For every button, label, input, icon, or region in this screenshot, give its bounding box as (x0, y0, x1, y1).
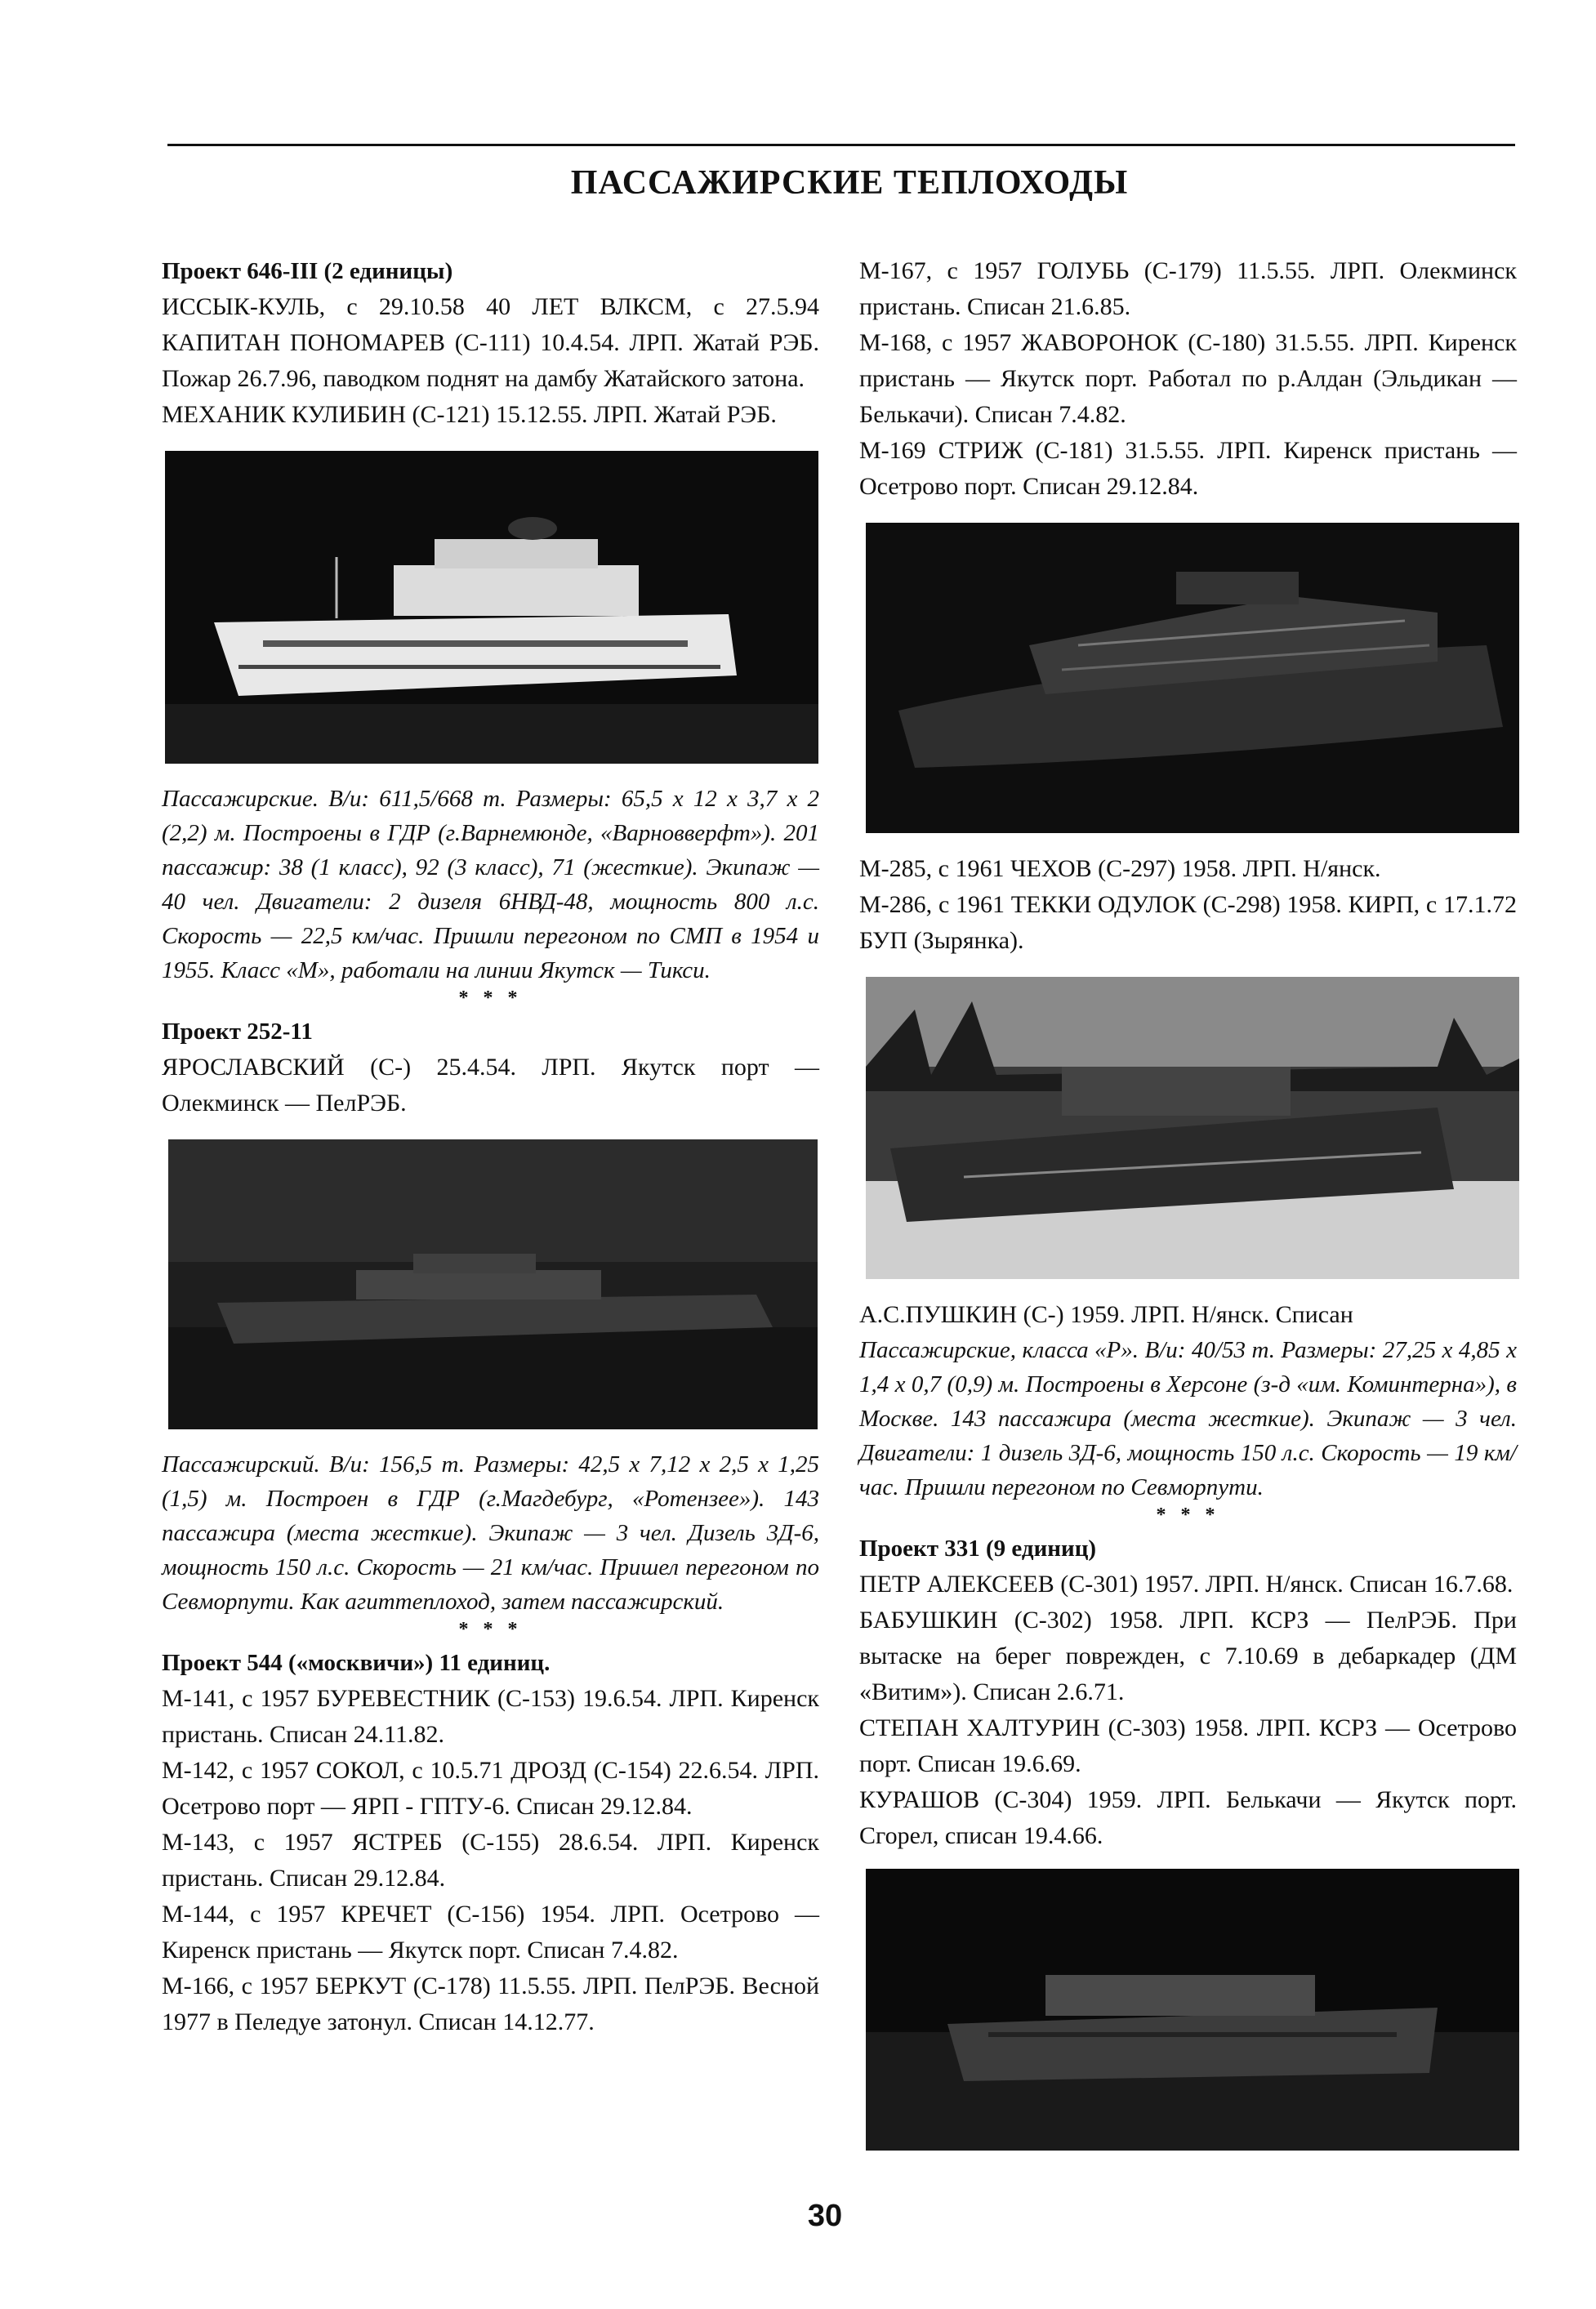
ship-entry: КУРАШОВ (С-304) 1959. ЛРП. Белькачи — Якутск порт. Сгорел, списан 19.4.66. (859, 1786, 1517, 1849)
left-column (162, 253, 819, 2040)
ship-entry: М-141, с 1957 БУРЕВЕСТНИК (С-153) 19.6.54. ЛРП. Киренск пристань. Списан 24.11.82. (162, 1685, 819, 1748)
ship-entry: БАБУШКИН (С-302) 1958. ЛРП. КСРЗ — ПелРЭБ. При вытаске на берег поврежден, с 7.10.69 в дебаркадер (ДМ «Витим»). Списан 2.6.71. (859, 1607, 1517, 1705)
ship-photo-image (168, 1139, 818, 1429)
ship-entry: ПЕТР АЛЕКСЕЕВ (С-301) 1957. ЛРП. Н/янск. Списан 16.7.68. (859, 1571, 1514, 1598)
ship-entry: М-142, с 1957 СОКОЛ, с 10.5.71 ДРОЗД (С-154) 22.6.54. ЛРП. Осетрово порт — ЯРП - ГПТУ-6. Списан 29.12.84. (162, 1757, 819, 1820)
project-331-heading: Проект 331 (9 единиц) (859, 1536, 1097, 1562)
photo-moskvich (866, 523, 1519, 833)
ship-entry: М-166, с 1957 БЕРКУТ (С-178) 11.5.55. ЛРП. ПелРЭБ. Весной 1977 в Пеледуе затонул. Списан 14.12.77. (162, 1972, 819, 2035)
page-number: 30 (807, 2199, 843, 2233)
photo-pushkin (866, 977, 1519, 1279)
section-separator: * * * (1156, 1504, 1220, 1526)
section-separator: * * * (458, 1619, 523, 1640)
top-rule (167, 144, 1515, 146)
ship-entry: ЯРОСЛАВСКИЙ (С-) 25.4.54. ЛРП. Якутск порт — Олекминск — ПелРЭБ. (162, 1054, 819, 1117)
ship-photo-image (165, 451, 818, 764)
photo-caption: Пассажирские. В/и: 611,5/668 т. Размеры: 65,5 х 12 х 3,7 х 2 (2,2) м. Построены в ГДР (г.Варнемюнде, «Варновверфт»). 201 пассажир: 38 (1 класс), 92 (3 класс), 71 (жесткие). Экипаж — 40 чел. Двигатели: 2 дизеля 6НВД-48, мощность 800 л.с. Скорость — 22,5 км/час. Пришли перегоном по СМП в 1954 и 1955. Класс «М», работали на линии Якутск — Тикси. (162, 786, 819, 983)
ship-entry: М-167, с 1957 ГОЛУБЬ (С-179) 11.5.55. ЛРП. Олекминск пристань. Списан 21.6.85. (859, 257, 1517, 320)
ship-entry: М-144, с 1957 КРЕЧЕТ (С-156) 1954. ЛРП. Осетрово — Киренск пристань — Якутск порт. Списан 7.4.82. (162, 1901, 819, 1964)
project-544-heading: Проект 544 («москвичи») 11 единиц. (162, 1650, 551, 1676)
ship-photo-image (866, 977, 1519, 1279)
right-column (859, 253, 1517, 2151)
ship-entry: СТЕПАН ХАЛТУРИН (С-303) 1958. ЛРП. КСРЗ — Осетрово порт. Списан 19.6.69. (859, 1714, 1517, 1777)
ship-entry: А.С.ПУШКИН (С-) 1959. ЛРП. Н/янск. Списан (859, 1301, 1353, 1328)
photo-caption: Пассажирские, класса «Р». В/и: 40/53 т. Размеры: 27,25 х 4,85 х 1,4 х 0,7 (0,9) м. Построены в Херсоне (з-д «им. Коминтерна»), в Москве. 143 пассажира (места жесткие). Экипаж — 3 чел. Двигатели: 1 дизель 3Д-6, мощность 150 л.с. Скорость — 19 км/час. Пришли перегоном по Севморпути. (859, 1337, 1517, 1500)
ship-entry: М-285, с 1961 ЧЕХОВ (С-297) 1958. ЛРП. Н/янск. (859, 855, 1381, 882)
ship-entry: МЕХАНИК КУЛИБИН (С-121) 15.12.55. ЛРП. Жатай РЭБ. (162, 401, 777, 428)
photo-project-331 (866, 1869, 1519, 2151)
ship-photo-image (866, 1869, 1519, 2151)
ship-entry: М-169 СТРИЖ (С-181) 31.5.55. ЛРП. Киренск пристань — Осетрово порт. Списан 29.12.84. (859, 437, 1517, 500)
photo-yaroslavsky (168, 1139, 818, 1429)
photo-caption: Пассажирский. В/и: 156,5 т. Размеры: 42,5 х 7,12 х 2,5 х 1,25 (1,5) м. Построен в ГДР (г.Магдебург, «Ротензее»). 143 пассажира (места жесткие). Экипаж — 3 чел. Дизель 3Д-6, мощность 150 л.с. Скорость — 21 км/час. Пришел перегоном по Севморпути. Как агиттеплоход, затем пассажирский. (162, 1451, 819, 1615)
project-252-heading: Проект 252-11 (162, 1019, 313, 1045)
ship-entry: М-168, с 1957 ЖАВОРОНОК (С-180) 31.5.55. ЛРП. Киренск пристань — Якутск порт. Работал по р.Алдан (Эльдикан — Белькачи). Списан 7.4.82. (859, 329, 1517, 428)
project-646-heading: Проект 646-III (2 единицы) (162, 258, 453, 284)
ship-entry: ИССЫК-КУЛЬ, с 29.10.58 40 ЛЕТ ВЛКСМ, с 27.5.94 КАПИТАН ПОНОМАРЕВ (С-111) 10.4.54. ЛРП. Жатай РЭБ. Пожар 26.7.96, паводком поднят на дамбу Жатайского затона. (162, 293, 819, 392)
photo-mekhanik-kulibin (165, 451, 818, 764)
ship-photo-image (866, 523, 1519, 833)
page-title: ПАССАЖИРСКИЕ ТЕПЛОХОДЫ (570, 164, 1129, 202)
ship-entry: М-286, с 1961 ТЕККИ ОДУЛОК (С-298) 1958. КИРП, с 17.1.72 БУП (Зырянка). (859, 891, 1517, 954)
ship-entry: М-143, с 1957 ЯСТРЕБ (С-155) 28.6.54. ЛРП. Киренск пристань. Списан 29.12.84. (162, 1829, 819, 1892)
section-separator: * * * (458, 987, 523, 1009)
